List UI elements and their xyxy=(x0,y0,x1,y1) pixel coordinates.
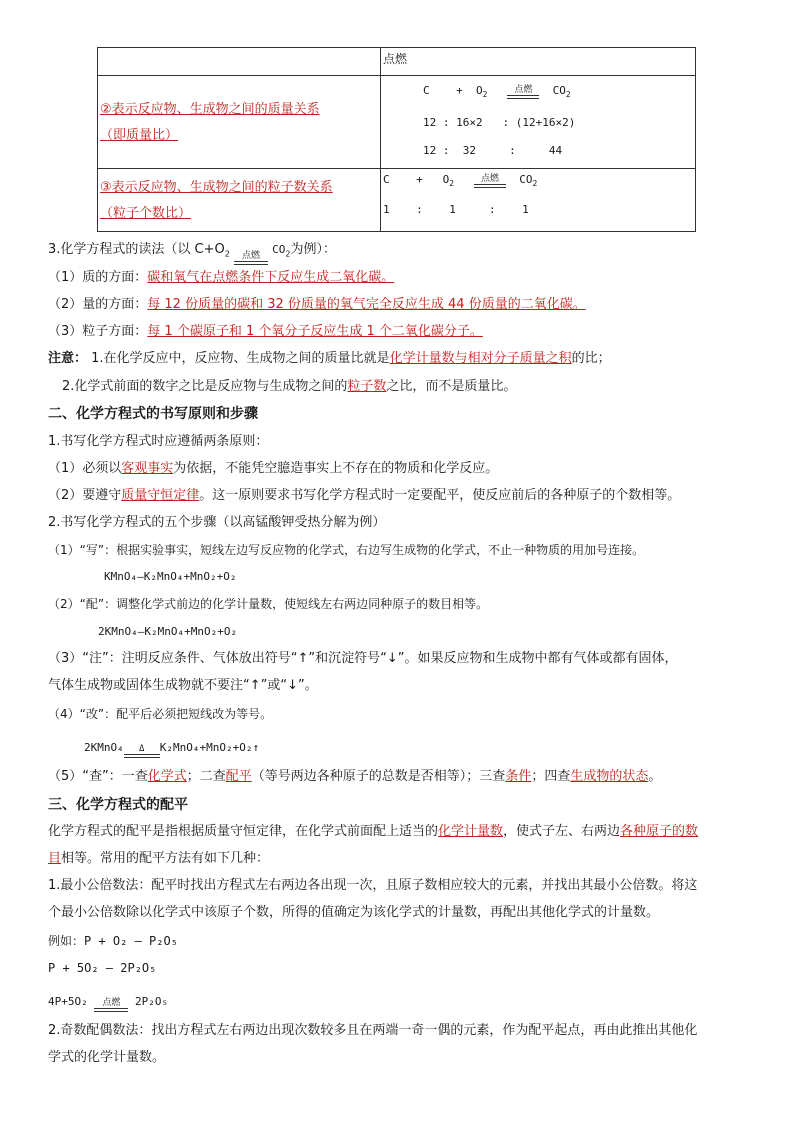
mass-relation-subtitle: （即质量比） xyxy=(100,128,179,143)
particle-ratio-line: 1 : 1 : 1 xyxy=(383,203,529,216)
note-1: 注意： 1.在化学反应中，反应物、生成物之间的质量比就是化学计量数与相对分子质量之积的比； xyxy=(48,351,611,366)
table-cell-top-right xyxy=(381,48,696,76)
balancing-definition-cont: 目相等。常用的配平方法有如下几种： xyxy=(48,851,270,866)
example-equation-2: P + 5O₂ — 2P₂O₅ xyxy=(48,961,157,975)
example-equation-1: 例如：P + O₂ — P₂O₅ xyxy=(48,934,178,948)
ignite-condition: 点燃 xyxy=(94,998,128,1012)
condition-label: 点燃 xyxy=(383,52,408,66)
note-2: 2.化学式前面的数字之比是反应物与生成物之间的粒子数之比，而不是质量比。 xyxy=(62,379,517,394)
quantity-aspect: （2）量的方面：每 12 份质量的碳和 32 份质量的氧气完全反应生成 44 份质量的二氧化碳。 xyxy=(48,297,586,312)
particle-relation-subtitle: （粒子个数比） xyxy=(100,206,192,221)
particle-equation: C + $O_2$ 点燃 $CO_2$ xyxy=(383,173,538,189)
reading-method-heading: 3.化学方程式的读法（以 $C+O_2$ 点燃 $CO_2$为例）： xyxy=(48,240,336,265)
quality-aspect: （1）质的方面：碳和氧气在点燃条件下反应生成二氧化碳。 xyxy=(48,270,395,285)
step-annotate-cont: 气体生成物或固体生成物就不要注“↑”或“↓”。 xyxy=(48,678,318,693)
step-check: （5）“查”：一查化学式；二查配平（等号两边各种原子的总数是否相等）；三查条件；四查生成物的状态。 xyxy=(48,769,662,784)
step-annotate: （3）“注”：注明反应条件、气体放出符号“↑”和沉淀符号“↓”。如果反应物和生成物中都有气体或都有固体， xyxy=(48,651,678,666)
mass-relation-title: ②表示反应物、生成物之间的质量关系 xyxy=(100,102,320,117)
equation-final: 2KMnO₄ Δ K₂MnO₄+MnO₂+O₂↑ xyxy=(84,738,259,758)
section-heading-3: 三、化学方程式的配平 xyxy=(48,797,188,813)
balancing-definition: 化学方程式的配平是指根据质量守恒定律，在化学式前面配上适当的化学计量数，使式子左、右两边各种原子的数 xyxy=(48,824,699,839)
odd-even-method: 2.奇数配偶数法：找出方程式左右两边出现次数较多且在两端一奇一偶的元素，作为配平起点，再由此推出其他化 xyxy=(48,1023,698,1038)
mass-ratio-line-2: 12 : 32 : 44 xyxy=(423,144,563,157)
mass-ratio-line-1: 12 : 16×2 : (12+16×2) xyxy=(423,116,576,129)
step-write: （1）“写”：根据实验事实，短线左边写反应物的化学式，右边写生成物的化学式，不止一种物质的用加号连接。 xyxy=(48,543,645,557)
example-equation-3: 4P+5O₂ 点燃 2P₂O₅ xyxy=(48,992,168,1012)
mass-equation: C + $O_2$ 点燃 $CO_2$ xyxy=(423,84,571,100)
odd-even-method-cont: 学式的化学计量数。 xyxy=(48,1050,166,1065)
table-cell-particle-equation xyxy=(381,169,696,232)
table-cell-mass-equation xyxy=(381,76,696,169)
equation-write: KMnO₄—K₂MnO₄+MnO₂+O₂ xyxy=(104,570,237,583)
lcm-method: 1.最小公倍数法：配平时找出方程式左右两边各出现一次，且原子数相应较大的元素，并找出其最小公倍数。将这 xyxy=(48,878,698,893)
particle-aspect: （3）粒子方面：每 1 个碳原子和 1 个氧分子反应生成 1 个二氧化碳分子。 xyxy=(48,324,483,339)
ignite-condition: 点燃 xyxy=(507,85,539,99)
lcm-method-cont: 个最小公倍数除以化学式中该原子个数，所得的值确定为该化学式的计量数，再配出其他化学式的计量数。 xyxy=(48,905,660,920)
principles-heading: 1.书写化学方程式时应遵循两条原则： xyxy=(48,434,269,449)
particle-relation-title: ③表示反应物、生成物之间的粒子数关系 xyxy=(100,180,333,195)
principle-2: （2）要遵守质量守恒定律。这一原则要求书写化学方程式时一定要配平，使反应前后的各种原子的个数相等。 xyxy=(48,488,681,503)
ignite-condition: 点燃 xyxy=(474,174,506,188)
chemistry-table xyxy=(97,47,696,232)
section-heading-2: 二、化学方程式的书写原则和步骤 xyxy=(48,406,258,422)
ignite-condition: 点燃 xyxy=(234,251,268,265)
steps-heading: 2.书写化学方程式的五个步骤（以高锰酸钾受热分解为例） xyxy=(48,515,386,530)
principle-1: （1）必须以客观事实为依据，不能凭空臆造事实上不存在的物质和化学反应。 xyxy=(48,461,499,476)
equation-balance: 2KMnO₄—K₂MnO₄+MnO₂+O₂ xyxy=(98,625,238,638)
step-balance: （2）“配”：调整化学式前边的化学计量数，使短线左右两边同种原子的数目相等。 xyxy=(48,597,489,611)
table-cell-empty xyxy=(98,48,381,76)
table-cell-particle-relation xyxy=(98,169,381,232)
table-cell-mass-relation xyxy=(98,76,381,169)
heat-condition: Δ xyxy=(124,744,160,758)
step-change: （4）“改”：配平后必须把短线改为等号。 xyxy=(48,707,273,721)
